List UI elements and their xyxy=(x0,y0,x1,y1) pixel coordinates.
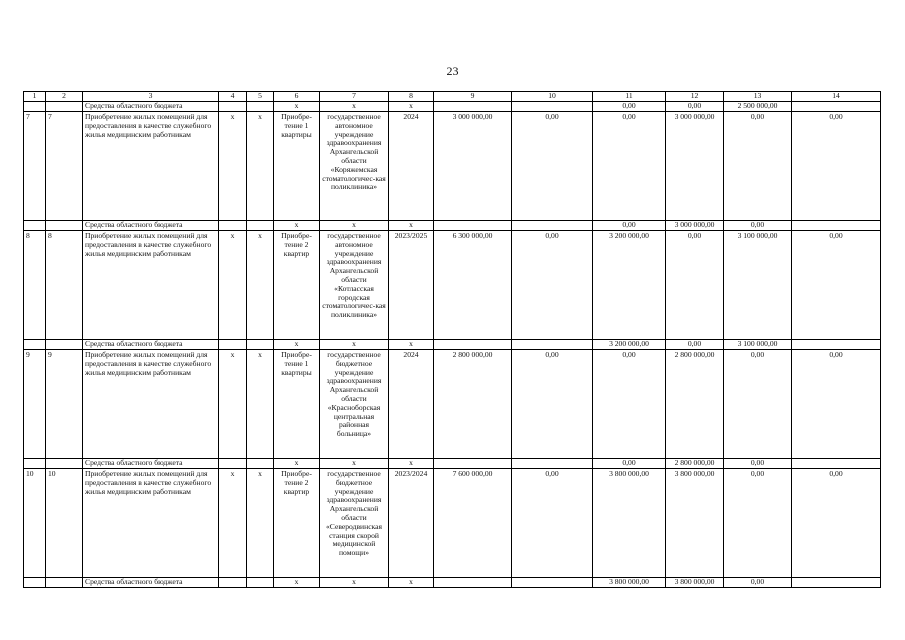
cell-col-5: x xyxy=(247,112,274,221)
cell-col-12: 0,00 xyxy=(666,231,724,340)
cell-col-4: x xyxy=(219,469,247,578)
cell-col-6: x xyxy=(274,578,320,588)
cell-col-3: Приобретение жилых помещений для предоставления в качестве служебного жилья медицинским работникам xyxy=(83,469,219,578)
project-row xyxy=(24,469,881,578)
cell-col-12: 3 000 000,00 xyxy=(666,112,724,221)
funding-source-row xyxy=(24,102,881,112)
column-header-14: 14 xyxy=(792,92,881,102)
cell-col-4 xyxy=(219,221,247,231)
page-number: 23 xyxy=(446,64,459,78)
column-header-3: 3 xyxy=(83,92,219,102)
cell-col-2: 9 xyxy=(46,350,83,459)
project-row xyxy=(24,231,881,340)
column-header-8: 8 xyxy=(389,92,434,102)
cell-col-4 xyxy=(219,102,247,112)
cell-col-9 xyxy=(434,102,512,112)
cell-col-8: 2024 xyxy=(389,112,434,221)
cell-col-3: Средства областного бюджета xyxy=(83,221,219,231)
cell-col-11: 3 800 000,00 xyxy=(593,578,666,588)
cell-col-8: x xyxy=(389,578,434,588)
cell-col-13: 0,00 xyxy=(724,350,792,459)
cell-col-6: Приобре-тение 1 квартиры xyxy=(274,112,320,221)
funding-source-row xyxy=(24,221,881,231)
cell-col-5 xyxy=(247,459,274,469)
cell-col-6: x xyxy=(274,221,320,231)
cell-col-9: 6 300 000,00 xyxy=(434,231,512,340)
cell-col-13: 0,00 xyxy=(724,578,792,588)
cell-col-9 xyxy=(434,578,512,588)
cell-col-6: x xyxy=(274,102,320,112)
table-body xyxy=(24,92,881,588)
cell-col-2 xyxy=(46,221,83,231)
cell-col-6: x xyxy=(274,340,320,350)
cell-col-12: 0,00 xyxy=(666,102,724,112)
cell-col-12: 3 000 000,00 xyxy=(666,221,724,231)
cell-col-2 xyxy=(46,102,83,112)
cell-col-5 xyxy=(247,578,274,588)
cell-col-2 xyxy=(46,578,83,588)
cell-col-11: 3 200 000,00 xyxy=(593,231,666,340)
cell-col-12: 0,00 xyxy=(666,340,724,350)
cell-col-1: 8 xyxy=(24,231,46,340)
cell-col-1 xyxy=(24,102,46,112)
cell-col-12: 2 800 000,00 xyxy=(666,350,724,459)
cell-col-4 xyxy=(219,459,247,469)
cell-col-7: государственное бюджетное учреждение здравоохранения Архангельской области «Красноборская центральная районная больница» xyxy=(320,350,389,459)
cell-col-5: x xyxy=(247,469,274,578)
cell-col-14 xyxy=(792,459,881,469)
cell-col-13: 2 500 000,00 xyxy=(724,102,792,112)
cell-col-12: 3 800 000,00 xyxy=(666,469,724,578)
column-header-row xyxy=(24,92,881,102)
cell-col-10 xyxy=(512,459,593,469)
cell-col-1 xyxy=(24,578,46,588)
cell-col-14: 0,00 xyxy=(792,112,881,221)
cell-col-3: Приобретение жилых помещений для предоставления в качестве служебного жилья медицинским работникам xyxy=(83,350,219,459)
cell-col-5: x xyxy=(247,231,274,340)
cell-col-1: 10 xyxy=(24,469,46,578)
cell-col-10: 0,00 xyxy=(512,231,593,340)
cell-col-8: x xyxy=(389,340,434,350)
cell-col-8: x xyxy=(389,459,434,469)
cell-col-5: x xyxy=(247,350,274,459)
cell-col-1: 7 xyxy=(24,112,46,221)
cell-col-8: 2024 xyxy=(389,350,434,459)
cell-col-13: 0,00 xyxy=(724,469,792,578)
cell-col-4: x xyxy=(219,231,247,340)
cell-col-8: x xyxy=(389,102,434,112)
cell-col-14 xyxy=(792,578,881,588)
cell-col-13: 3 100 000,00 xyxy=(724,231,792,340)
cell-col-10: 0,00 xyxy=(512,469,593,578)
cell-col-7: x xyxy=(320,459,389,469)
cell-col-11: 0,00 xyxy=(593,102,666,112)
cell-col-7: государственное автономное учреждение здравоохранения Архангельской области «Коряжемская стоматологичес-кая поликлиника» xyxy=(320,112,389,221)
cell-col-3: Средства областного бюджета xyxy=(83,102,219,112)
column-header-6: 6 xyxy=(274,92,320,102)
cell-col-12: 2 800 000,00 xyxy=(666,459,724,469)
cell-col-6: Приобре-тение 2 квартир xyxy=(274,469,320,578)
cell-col-14 xyxy=(792,340,881,350)
cell-col-11: 0,00 xyxy=(593,459,666,469)
cell-col-13: 3 100 000,00 xyxy=(724,340,792,350)
cell-col-13: 0,00 xyxy=(724,459,792,469)
cell-col-11: 0,00 xyxy=(593,112,666,221)
funding-source-row xyxy=(24,578,881,588)
cell-col-10 xyxy=(512,102,593,112)
cell-col-14: 0,00 xyxy=(792,231,881,340)
cell-col-8: 2023/2025 xyxy=(389,231,434,340)
cell-col-5 xyxy=(247,340,274,350)
column-header-11: 11 xyxy=(593,92,666,102)
cell-col-7: государственное бюджетное учреждение здравоохранения Архангельской области «Северодвинская станция скорой медицинской помощи» xyxy=(320,469,389,578)
cell-col-6: x xyxy=(274,459,320,469)
cell-col-3: Средства областного бюджета xyxy=(83,578,219,588)
cell-col-1 xyxy=(24,340,46,350)
cell-col-2: 8 xyxy=(46,231,83,340)
cell-col-13: 0,00 xyxy=(724,112,792,221)
column-header-7: 7 xyxy=(320,92,389,102)
project-row xyxy=(24,350,881,459)
cell-col-12: 3 800 000,00 xyxy=(666,578,724,588)
funding-source-row xyxy=(24,459,881,469)
cell-col-10 xyxy=(512,578,593,588)
cell-col-13: 0,00 xyxy=(724,221,792,231)
cell-col-6: Приобре-тение 1 квартиры xyxy=(274,350,320,459)
cell-col-7: x xyxy=(320,340,389,350)
cell-col-4: x xyxy=(219,112,247,221)
column-header-5: 5 xyxy=(247,92,274,102)
column-header-13: 13 xyxy=(724,92,792,102)
cell-col-2 xyxy=(46,459,83,469)
cell-col-8: 2023/2024 xyxy=(389,469,434,578)
cell-col-2: 7 xyxy=(46,112,83,221)
column-header-4: 4 xyxy=(219,92,247,102)
cell-col-2: 10 xyxy=(46,469,83,578)
cell-col-3: Приобретение жилых помещений для предоставления в качестве служебного жилья медицинским работникам xyxy=(83,112,219,221)
cell-col-8: x xyxy=(389,221,434,231)
column-header-9: 9 xyxy=(434,92,512,102)
column-header-2: 2 xyxy=(46,92,83,102)
cell-col-11: 0,00 xyxy=(593,350,666,459)
cell-col-1 xyxy=(24,221,46,231)
cell-col-10: 0,00 xyxy=(512,350,593,459)
cell-col-2 xyxy=(46,340,83,350)
cell-col-10 xyxy=(512,221,593,231)
budget-table xyxy=(23,91,881,588)
project-row xyxy=(24,112,881,221)
cell-col-14 xyxy=(792,221,881,231)
cell-col-9: 7 600 000,00 xyxy=(434,469,512,578)
cell-col-3: Средства областного бюджета xyxy=(83,340,219,350)
cell-col-14: 0,00 xyxy=(792,350,881,459)
cell-col-7: государственное автономное учреждение здравоохранения Архангельской области «Котласская городская стоматологичес-кая поликлиника» xyxy=(320,231,389,340)
cell-col-5 xyxy=(247,221,274,231)
cell-col-9: 2 800 000,00 xyxy=(434,350,512,459)
cell-col-4 xyxy=(219,340,247,350)
cell-col-1: 9 xyxy=(24,350,46,459)
cell-col-3: Приобретение жилых помещений для предоставления в качестве служебного жилья медицинским работникам xyxy=(83,231,219,340)
cell-col-11: 3 800 000,00 xyxy=(593,469,666,578)
cell-col-1 xyxy=(24,459,46,469)
funding-source-row xyxy=(24,340,881,350)
column-header-1: 1 xyxy=(24,92,46,102)
cell-col-9 xyxy=(434,221,512,231)
cell-col-11: 0,00 xyxy=(593,221,666,231)
cell-col-9: 3 000 000,00 xyxy=(434,112,512,221)
cell-col-9 xyxy=(434,459,512,469)
cell-col-4: x xyxy=(219,350,247,459)
column-header-12: 12 xyxy=(666,92,724,102)
cell-col-6: Приобре-тение 2 квартир xyxy=(274,231,320,340)
column-header-10: 10 xyxy=(512,92,593,102)
cell-col-10 xyxy=(512,340,593,350)
cell-col-5 xyxy=(247,102,274,112)
cell-col-7: x xyxy=(320,221,389,231)
cell-col-3: Средства областного бюджета xyxy=(83,459,219,469)
cell-col-9 xyxy=(434,340,512,350)
cell-col-4 xyxy=(219,578,247,588)
cell-col-14 xyxy=(792,102,881,112)
cell-col-11: 3 200 000,00 xyxy=(593,340,666,350)
cell-col-10: 0,00 xyxy=(512,112,593,221)
cell-col-14: 0,00 xyxy=(792,469,881,578)
cell-col-7: x xyxy=(320,578,389,588)
cell-col-7: x xyxy=(320,102,389,112)
